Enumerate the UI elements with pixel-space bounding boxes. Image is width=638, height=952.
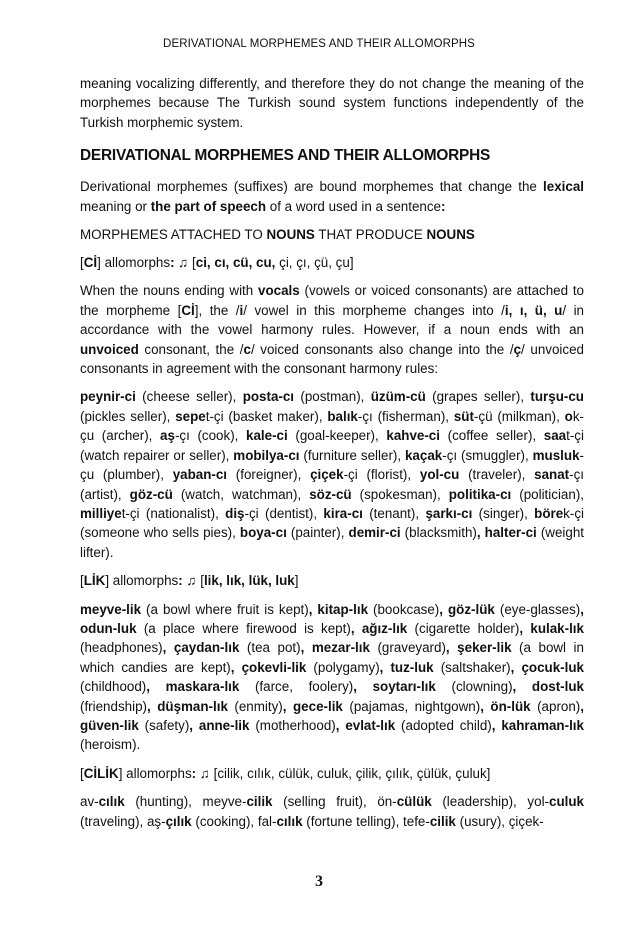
bold-text-run: the part of speech [150, 198, 267, 214]
ci-allomorphs-line [80, 253, 584, 272]
text-run: -çı (artist), [80, 467, 584, 502]
text-run: çi, çı, çü, çu] [275, 255, 354, 271]
bold-text-run: i, ı, ü, u [504, 302, 563, 318]
bold-text-run: , [282, 698, 293, 714]
bold-text-run: , [335, 717, 346, 733]
bold-text-run: boya-cı [239, 525, 287, 541]
bold-text-run: , [439, 601, 448, 617]
bold-text-run: meyve-lik [80, 601, 142, 617]
bold-text-run: kale-ci [246, 428, 288, 444]
text-run: (childhood) [80, 679, 147, 695]
text-run: (motherhood) [249, 717, 336, 733]
text-run: (polygamy) [306, 659, 380, 675]
text-run: / unvoiced consonants in agreement with the consonant harmony rules: [80, 341, 584, 377]
bold-text-run: cılık [276, 813, 303, 829]
text-run: (eye-glasses) [494, 601, 581, 617]
bold-text-run: çaydan-lık [173, 640, 240, 656]
text-run: (enmity) [227, 698, 283, 714]
text-run: (a place where firewood is kept) [136, 620, 351, 636]
text-run: (saltshaker) [433, 659, 511, 675]
spacer [80, 168, 584, 177]
text-run: (a bowl in which candies are kept) [80, 640, 584, 675]
text-run: (painter), [286, 525, 349, 541]
bold-text-run: yaban-cı [172, 467, 228, 483]
spacer [80, 783, 584, 792]
bold-text-run: çocuk-luk [521, 659, 584, 675]
bold-text-run: , [480, 698, 491, 714]
text-run: of a word used in a sentence [266, 198, 441, 214]
text-run: k-çi (someone who sells pies), [80, 505, 584, 541]
bold-text-run: çiçek [310, 467, 344, 483]
bold-text-run: NOUNS [426, 227, 475, 243]
bold-text-run: , [580, 698, 584, 714]
bold-text-run: culuk [549, 794, 584, 810]
text-run: (clowning) [435, 679, 513, 695]
text-run: (heroism). [80, 737, 141, 753]
text-run: t-çi (basket maker), [205, 408, 328, 424]
bold-text-run: şeker-lik [457, 640, 512, 656]
bold-text-run: üzüm-cü [370, 389, 426, 405]
text-run: (bookcase) [368, 601, 440, 617]
bold-text-run: lexical [543, 179, 584, 195]
bold-text-run: şarkı-cı [425, 505, 473, 521]
bold-text-run: gece-lik [293, 698, 343, 714]
text-run: (pajamas, nightgown) [342, 698, 481, 714]
bold-text-run: turşu-cu [530, 389, 584, 405]
text-run: (leadership), yol- [431, 794, 549, 810]
bold-text-run: diş [225, 505, 245, 521]
text-run: meaning vocalizing differently, and therefore they do not change the meaning of the morphemes because The Turkish sound system functions independently of the Turkish morphemic system. [80, 76, 584, 130]
bold-text-run: DERIVATIONAL MORPHEMES AND THEIR ALLOMORPHS [80, 147, 491, 165]
bold-text-run: odun-luk [80, 620, 137, 636]
bold-text-run: anne-lik [198, 717, 250, 733]
text-run: (vowels or voiced consonants) are attached to the morpheme [ [80, 283, 584, 318]
text-run: -çi (dentist), [244, 505, 324, 521]
spacer [80, 216, 584, 225]
bold-text-run: vocals [258, 283, 300, 299]
bold-text-run: : [170, 255, 175, 271]
page-body [80, 74, 584, 831]
bold-text-run: söz-cü [309, 486, 352, 502]
text-run: (headphones) [80, 640, 163, 656]
text-run: av- [80, 794, 99, 810]
text-run: -çı (smuggler), [442, 447, 533, 463]
text-run: (spokesman), [351, 486, 449, 502]
text-run: (apron) [530, 698, 581, 714]
bold-text-run: , [146, 679, 166, 695]
bold-text-run: milliye [80, 505, 122, 521]
text-run: -çu (plumber), [80, 447, 584, 483]
text-run: t-çi (nationalist), [121, 505, 226, 521]
text-run: -çi (florist), [343, 467, 420, 483]
bold-text-run: posta-cı [242, 389, 295, 405]
text-run: -çü (milkman), [473, 408, 565, 424]
text-run: (watch, watchman), [172, 486, 310, 502]
bold-text-run: çokevli-lik [241, 659, 307, 675]
bold-text-run: kaçak [404, 447, 443, 463]
cilik-examples-paragraph [80, 792, 584, 831]
bold-text-run: Cİ [83, 255, 98, 271]
bold-text-run: güven-lik [80, 717, 139, 733]
bold-text-run: saa [543, 428, 567, 444]
text-run: (adopted child) [395, 717, 492, 733]
text-run: (foreigner), [227, 467, 311, 483]
lik-examples-paragraph [80, 600, 584, 755]
bold-text-run: göz-cü [129, 486, 173, 502]
bold-text-run: , [300, 640, 312, 656]
bold-text-run: süt [453, 408, 474, 424]
text-run: (cigarette holder) [407, 620, 520, 636]
bold-text-run: i [239, 302, 244, 318]
bold-text-run: : [178, 573, 183, 589]
text-run: / voiced consonants also change into the / [250, 341, 514, 357]
bold-text-run: evlat-lık [345, 717, 396, 733]
bold-text-run: , [230, 659, 242, 675]
text-run: (selling fruit), ön- [272, 794, 397, 810]
bold-text-run: sepe [175, 408, 206, 424]
bold-text-run: , [580, 601, 584, 617]
running-header: DERIVATIONAL MORPHEMES AND THEIR ALLOMORPHS [163, 38, 475, 50]
bold-text-run: Cİ [181, 302, 195, 318]
bold-text-run: mezar-lık [311, 640, 370, 656]
bold-text-run: ağız-lık [361, 620, 408, 636]
bold-text-run: musluk [532, 447, 580, 463]
text-run: (singer), [472, 505, 535, 521]
bold-text-run: dost-luk [531, 679, 584, 695]
bold-text-run: , [476, 525, 481, 541]
text-run: (fortune telling), tefe- [302, 813, 430, 829]
text-run: (a bowl where fruit is kept) [141, 601, 309, 617]
text-run: consonant, the / [138, 341, 244, 357]
text-run: (graveyard) [369, 640, 446, 656]
text-run: -çı (cook), [174, 428, 247, 444]
bold-text-run: o [564, 408, 573, 424]
text-run: MORPHEMES ATTACHED TO [80, 227, 267, 243]
text-run: (traveling), aş- [80, 813, 166, 829]
text-run: ♫ [ [174, 255, 196, 271]
bold-text-run: unvoiced [80, 341, 139, 357]
bold-text-run: : [441, 198, 446, 214]
spacer [80, 591, 584, 600]
bold-text-run: göz-lük [448, 601, 495, 617]
text-run: ] allomorphs [118, 765, 192, 781]
text-run: ] allomorphs [97, 255, 171, 271]
text-run: / in accordance with the vowel harmony rules. However, if a noun ends with an [80, 302, 584, 338]
text-run: (postman), [294, 389, 371, 405]
text-run: t-çi (watch repairer or seller), [80, 428, 584, 463]
bold-text-run: tuz-luk [390, 659, 434, 675]
bold-text-run: , [445, 640, 458, 656]
bold-text-run: mobilya-cı [233, 447, 300, 463]
bold-text-run: kahraman-lık [501, 717, 584, 733]
bold-text-run: kira-cı [323, 505, 363, 521]
text-run: (furniture seller), [299, 447, 405, 463]
bold-text-run: , [189, 717, 199, 733]
bold-text-run: kulak-lık [530, 620, 584, 636]
intro-paragraph [80, 74, 584, 132]
text-run: (cheese seller), [135, 389, 243, 405]
text-run: ♫ [ [182, 573, 204, 589]
text-run: meaning or [80, 198, 151, 214]
text-run: (weight lifter). [80, 525, 584, 560]
bold-text-run: demir-ci [348, 525, 401, 541]
bold-text-run: NOUNS [266, 227, 315, 243]
bold-text-run: balık [327, 408, 358, 424]
text-run: (grapes seller), [425, 389, 531, 405]
text-run: (farce, foolery) [239, 679, 354, 695]
text-run: (friendship) [80, 698, 147, 714]
text-run: [ [80, 255, 84, 271]
text-run: (pickles seller), [80, 408, 176, 424]
bold-text-run: aş [160, 428, 175, 444]
lik-allomorphs-line [80, 571, 584, 590]
bold-text-run: , [350, 620, 362, 636]
section-heading [80, 144, 584, 168]
bold-text-run: lik, lık, lük, luk [203, 573, 295, 589]
text-run: (cooking), fal- [191, 813, 277, 829]
bold-text-run: soytarı-lık [372, 679, 436, 695]
bold-text-run: , [379, 659, 391, 675]
bold-text-run: kahve-ci [386, 428, 440, 444]
spacer [80, 132, 584, 144]
text-run: [ [80, 765, 84, 781]
definition-paragraph [80, 177, 584, 216]
cilik-allomorphs-line [80, 764, 584, 783]
text-run: (goal-keeper), [287, 428, 387, 444]
bold-text-run: cilik [429, 813, 456, 829]
text-run: k-çu (archer), [80, 408, 584, 444]
text-run: [ [80, 573, 84, 589]
bold-text-run: peynir-ci [80, 389, 136, 405]
bold-text-run: kitap-lık [317, 601, 369, 617]
ci-examples-paragraph [80, 387, 584, 562]
bold-text-run: , [308, 601, 318, 617]
text-run: ♫ [cilik, cılık, cülük, culuk, çilik, çılık, çülük, çuluk] [196, 765, 491, 781]
spacer [80, 378, 584, 387]
text-run: (blacksmith) [400, 525, 477, 541]
spacer [80, 562, 584, 571]
text-run: ], the / [194, 302, 240, 318]
text-run: (hunting), meyve- [124, 794, 247, 810]
text-run: / vowel in this morpheme changes into / [243, 302, 505, 318]
bold-text-run: ön-lük [490, 698, 531, 714]
bold-text-run: cülük [396, 794, 432, 810]
bold-text-run: , [519, 620, 531, 636]
text-run: (tea pot) [239, 640, 301, 656]
bold-text-run: düşman-lık [157, 698, 228, 714]
text-run: (safety) [138, 717, 190, 733]
bold-text-run: ci, cı, cü, cu, [195, 255, 276, 271]
bold-text-run: LİK [83, 573, 106, 589]
text-run: (tenant), [362, 505, 426, 521]
bold-text-run: , [491, 717, 502, 733]
ci-rule-paragraph [80, 281, 584, 378]
text-run: (politician), [511, 486, 584, 502]
bold-text-run: c [243, 341, 251, 357]
bold-text-run: halter-ci [484, 525, 537, 541]
page-number: 3 [315, 873, 323, 890]
text-run: When the nouns ending with [80, 283, 258, 299]
bold-text-run: , [162, 640, 174, 656]
text-run: Derivational morphemes (suffixes) are bound morphemes that change the [80, 179, 544, 195]
bold-text-run: maskara-lık [165, 679, 240, 695]
bold-text-run: yol-cu [419, 467, 460, 483]
spacer [80, 272, 584, 281]
bold-text-run: ç [513, 341, 522, 357]
bold-text-run: , [512, 679, 532, 695]
text-run: (usury), çiçek- [455, 813, 544, 829]
text-run: ] allomorphs [105, 573, 179, 589]
bold-text-run: , [353, 679, 373, 695]
bold-text-run: : [191, 765, 197, 781]
bold-text-run: , [510, 659, 522, 675]
bold-text-run: böre [534, 505, 564, 521]
text-run: (coffee seller), [439, 428, 544, 444]
bold-text-run: CİLİK [83, 765, 119, 781]
text-run: ] [294, 573, 299, 589]
bold-text-run: cılık [98, 794, 125, 810]
spacer [80, 755, 584, 764]
text-run: -çı (fisherman), [357, 408, 454, 424]
subsection-heading [80, 225, 584, 244]
bold-text-run: çılık [165, 813, 192, 829]
bold-text-run: cilik [246, 794, 273, 810]
text-run: (traveler), [459, 467, 535, 483]
bold-text-run: sanat [534, 467, 570, 483]
bold-text-run: politika-cı [448, 486, 512, 502]
text-run: THAT PRODUCE [314, 227, 427, 243]
bold-text-run: , [146, 698, 158, 714]
spacer [80, 244, 584, 253]
